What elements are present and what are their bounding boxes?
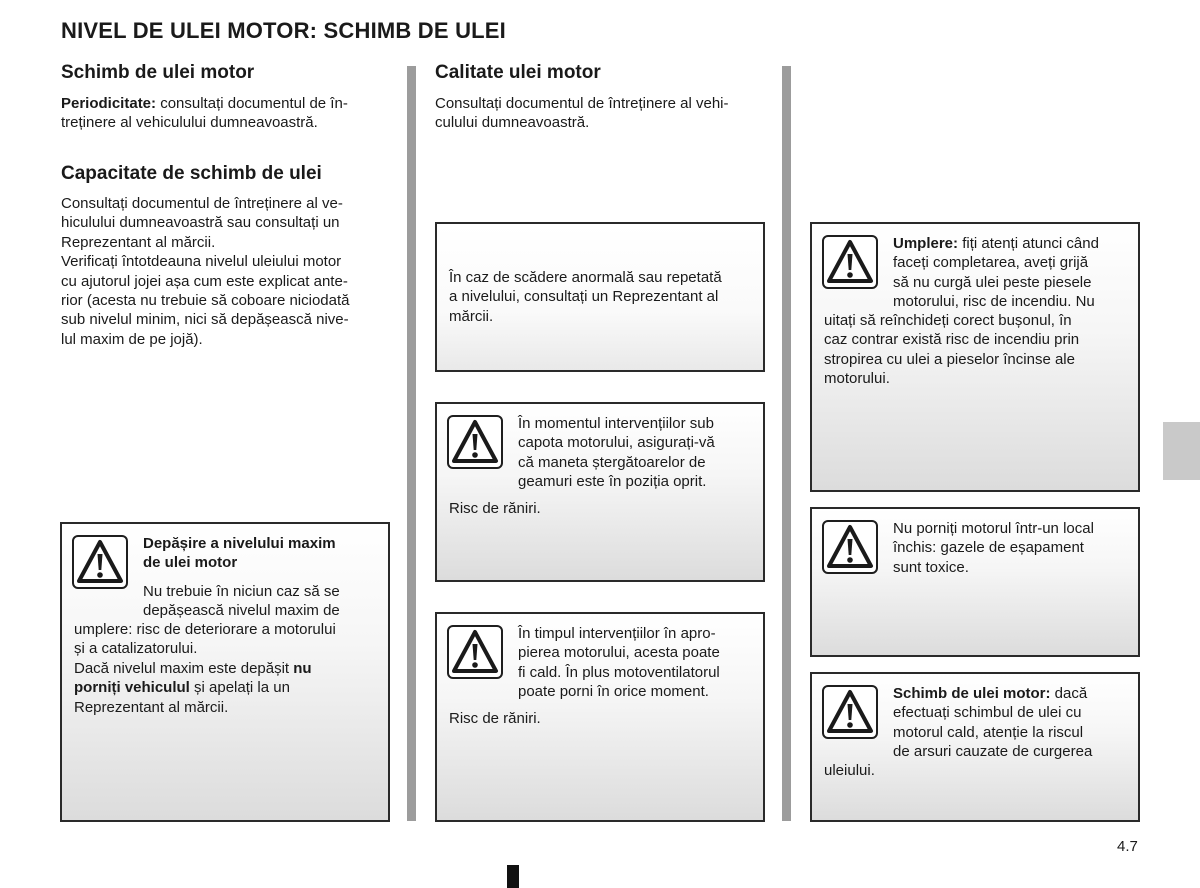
warning-text: În momentul intervențiilor sub capota motorului, asigurați-vă că maneta ștergătoarelor de geamuri este în poziția oprit. [518, 415, 715, 491]
warning-box-hot-oil-change [810, 672, 1140, 822]
heading-oil-quality: Calitate ulei motor [435, 62, 601, 83]
warning-triangle-icon [822, 235, 878, 289]
warning-side-text: Umplere: fiți atenți atunci când faceți completarea, aveți grijă să nu curgă ulei peste piesele motorului, risc de incendiu. Nu [893, 235, 1099, 311]
page-number: 4.7 [1117, 838, 1138, 855]
warning-triangle-icon [447, 415, 503, 469]
warning-side-text: Nu trebuie în niciun caz să se depășească nivelul maxim de [143, 583, 340, 620]
capacity-paragraph: Consultați documentul de întreținere al ve- hiculului dumneavoastră sau consultați un Reprezentant al mărcii. Verificați întotdeauna nivelul uleiului motor cu ajutorul jojei așa cum este explicat ante- rior (acesta nu trebuie să coboare niciodată sub nivelul minim, nici să depășească nive- lul maxim de pe jojă). [61, 195, 350, 348]
chapter-tab [1163, 422, 1200, 480]
warning-risk: Risc de răniri. [449, 500, 541, 517]
warning-body-text: uleiului. [824, 762, 875, 779]
warning-triangle-icon [822, 520, 878, 574]
periodicity-label: Periodicitate: [61, 95, 157, 112]
warning-label: Schimb de ulei motor: [893, 685, 1051, 702]
note-text: În caz de scădere anormală sau repetată a nivelului, consultați un Reprezentant al mărcii. [449, 269, 722, 325]
warning-triangle-icon [72, 535, 128, 589]
warning-box-filling [810, 222, 1140, 492]
warning-box-hot-engine [435, 612, 765, 822]
crop-mark [507, 865, 519, 888]
page-title: NIVEL DE ULEI MOTOR: SCHIMB DE ULEI [61, 18, 506, 43]
warning-triangle-icon [447, 625, 503, 679]
warning-body-text: uitați să reînchideți corect bușonul, în caz contrar există risc de incendiu prin stropirea cu ulei a pieselor încinse ale motorului. [824, 312, 1080, 388]
warning-label: Umplere: [893, 235, 959, 252]
column-divider-right [782, 66, 791, 821]
quality-paragraph: Consultați documentul de întreținere al vehi- culului dumneavoastră. [435, 95, 729, 132]
heading-oil-capacity: Capacitate de schimb de ulei [61, 163, 322, 184]
periodicity-paragraph: Periodicitate: consultați documentul de în- treținere al vehiculului dumneavoastră. [61, 95, 348, 132]
warning-box-wipers [435, 402, 765, 582]
warning-side-text: Schimb de ulei motor: dacă efectuați schimbul de ulei cu motorul cald, atenție la riscul de arsuri cauzate de curgerea [893, 685, 1093, 761]
warning-triangle-icon [822, 685, 878, 739]
warning-title: Depășire a nivelului maxim de ulei motor [143, 535, 336, 572]
warning-box-max-level [60, 522, 390, 822]
warning-body-text: umplere: risc de deteriorare a motorului și a catalizatorului. Dacă nivelul maxim este depășit nu porniți vehiculul și apelați la un Reprezentant al mărcii. [74, 621, 336, 716]
warning-risk: Risc de răniri. [449, 710, 541, 727]
warning-box-exhaust [810, 507, 1140, 657]
column-divider-left [407, 66, 416, 821]
warning-text: Nu porniți motorul într-un local închis: gazele de eșapament sunt toxice. [893, 520, 1094, 576]
warning-text: În timpul intervențiilor în apro- pierea motorului, acesta poate fi cald. În plus motoventilatorul poate porni în orice moment. [518, 625, 720, 701]
note-box-abnormal-drop [435, 222, 765, 372]
heading-oil-change: Schimb de ulei motor [61, 62, 255, 83]
